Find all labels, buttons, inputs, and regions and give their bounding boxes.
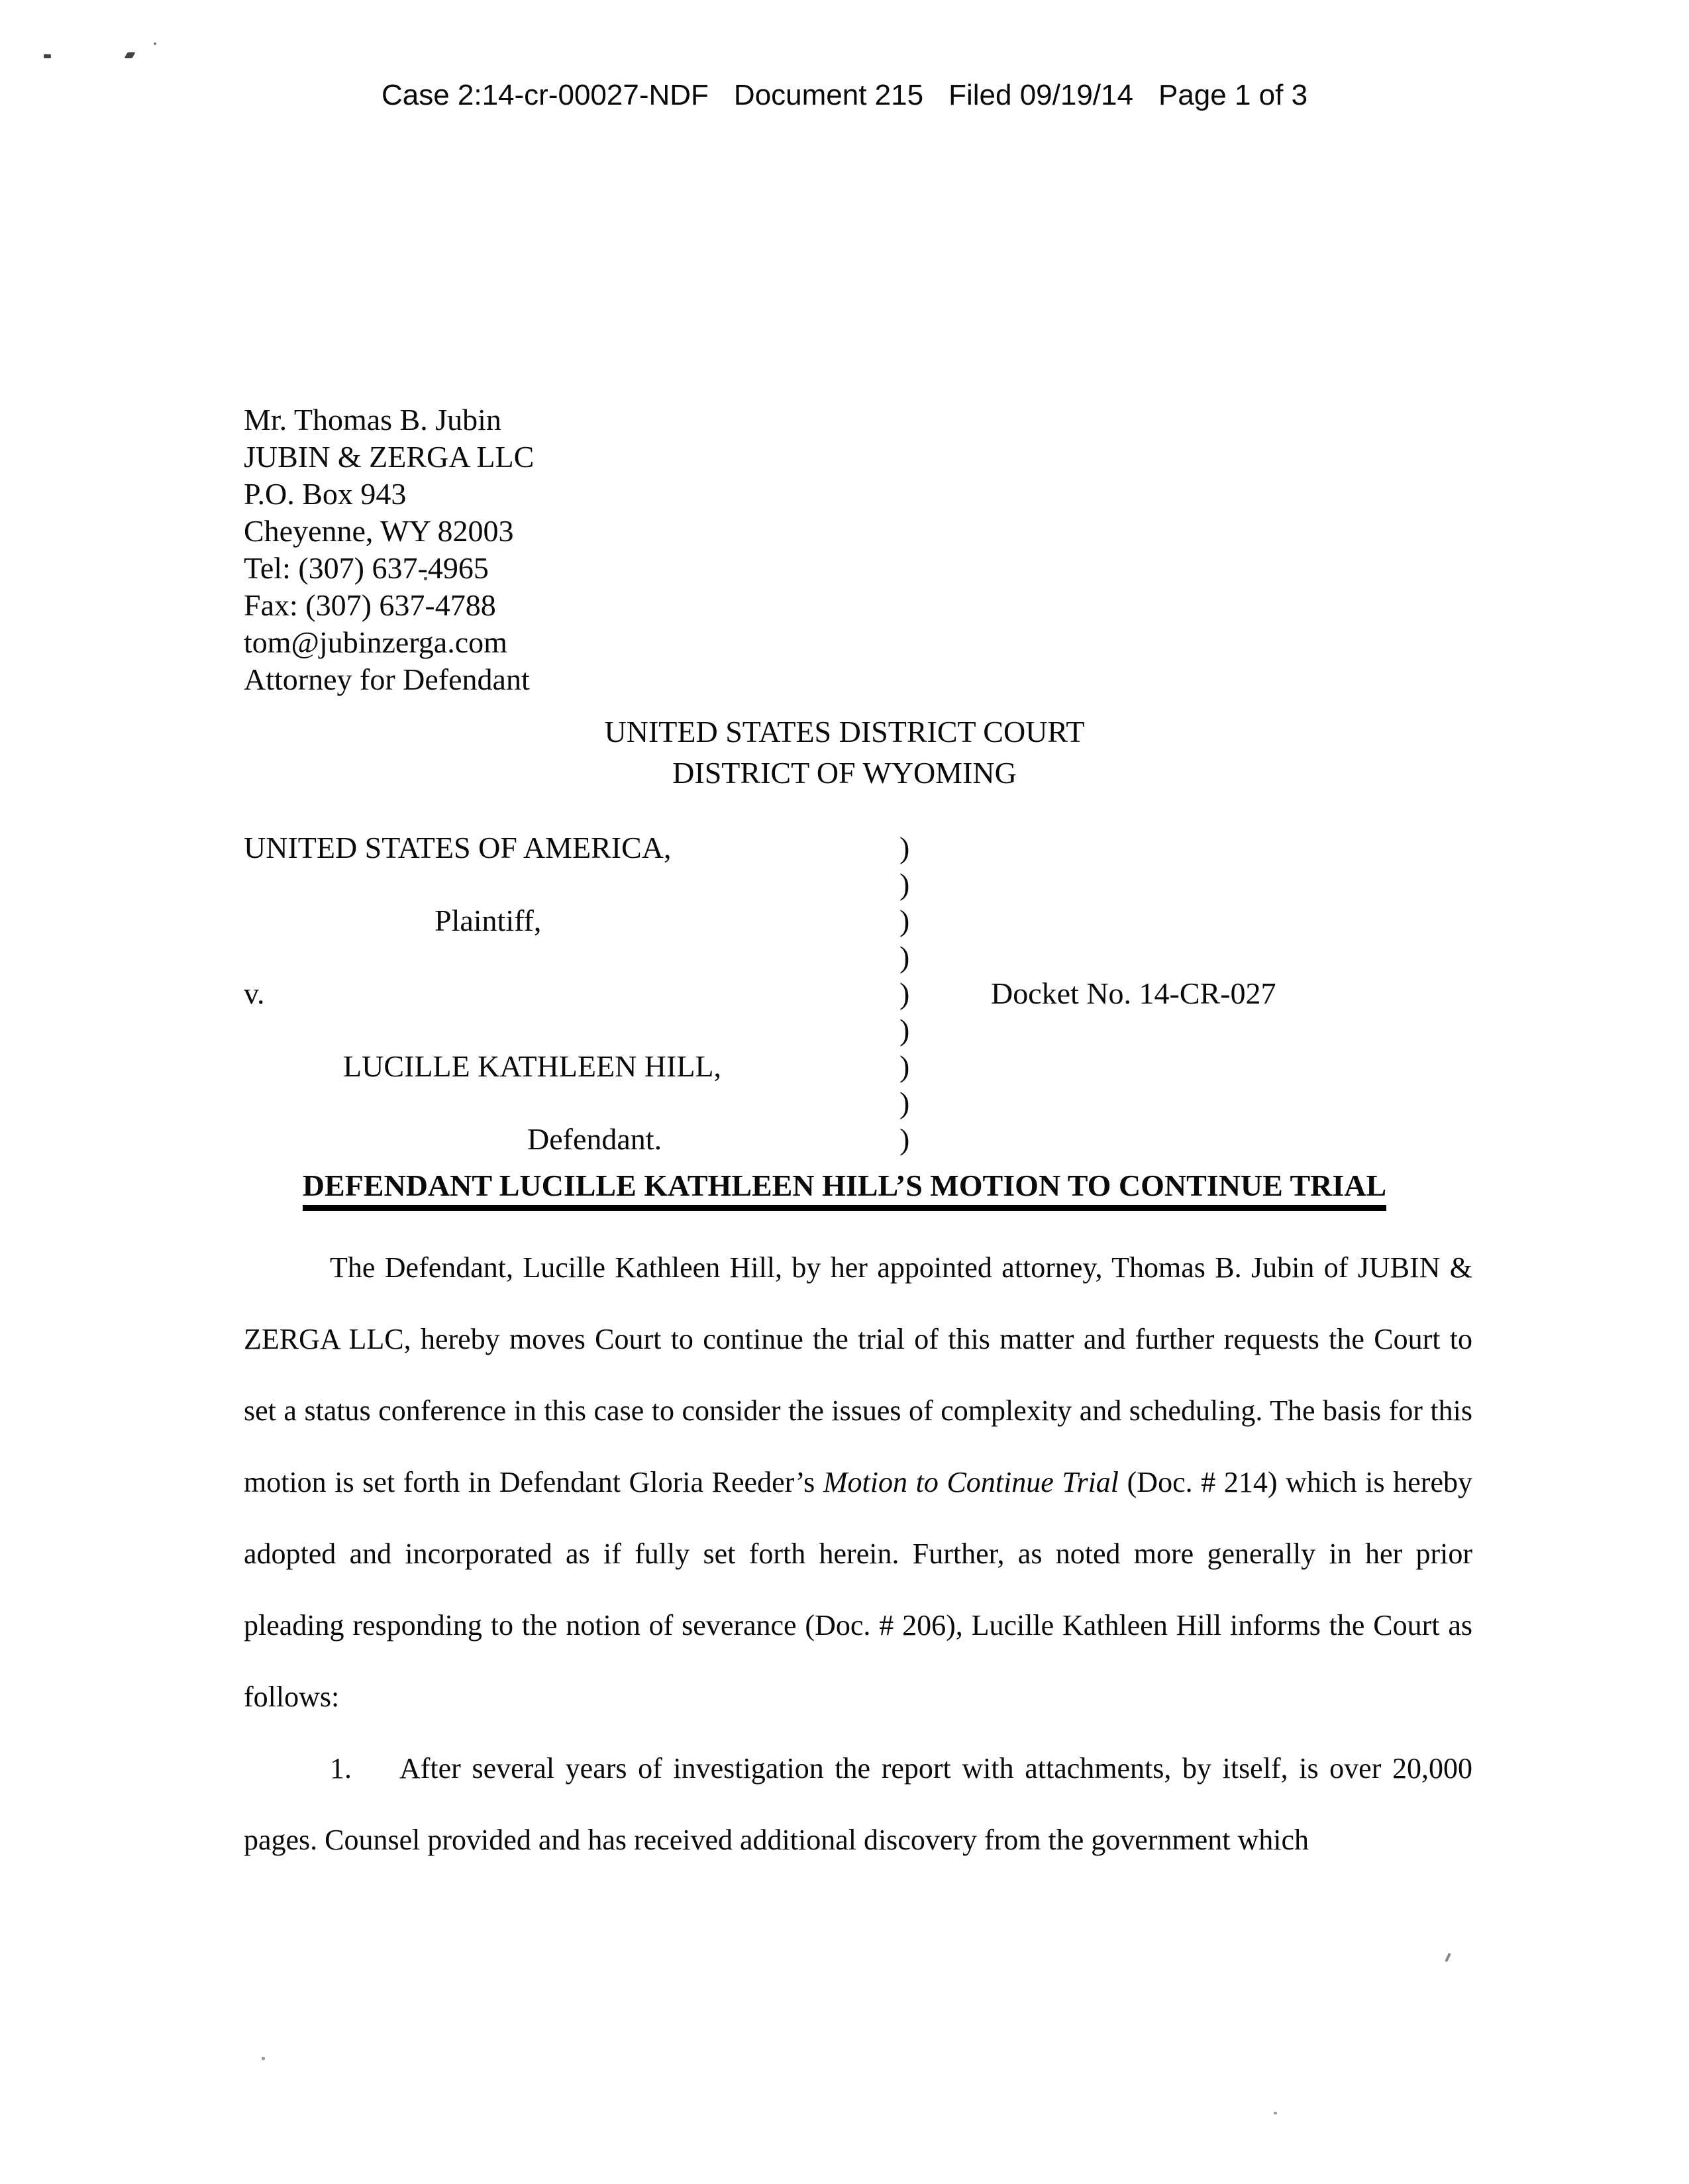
motion-title	[0, 1167, 1689, 1204]
scan-speck	[1445, 1953, 1451, 1962]
defendant-label: Defendant.	[527, 1122, 662, 1156]
attorney-email: tom@jubinzerga.com	[244, 625, 507, 659]
ecf-case-number: Case 2:14-cr-00027-NDF	[381, 79, 709, 111]
caption-row	[244, 1048, 1370, 1084]
attorney-name: Mr. Thomas B. Jubin	[244, 403, 501, 437]
motion-body	[244, 1232, 1472, 1876]
attorney-telephone: Tel: (307) 637-4965	[244, 551, 489, 585]
caption-paren: )	[899, 904, 910, 937]
versus-label: v.	[244, 976, 265, 1010]
caption-paren: )	[899, 831, 910, 864]
plaintiff-label: Plaintiff,	[435, 904, 542, 937]
attorney-city-state-zip: Cheyenne, WY 82003	[244, 514, 514, 548]
ecf-page-number: Page 1 of 3	[1158, 79, 1308, 111]
motion-title-text: DEFENDANT LUCILLE KATHLEEN HILL’S MOTION TO CONTINUE TRIAL	[303, 1169, 1386, 1211]
attorney-address-block	[244, 401, 534, 698]
paragraph-introduction-text: The Defendant, Lucille Kathleen Hill, by her appointed attorney, Thomas B. Jubin of JUBIN & ZERGA LLC, hereby moves Court to continue the trial of this matter and further requests the Court to set a status conference in this case to consider the issues of complexity and scheduling. The basis for this motion is set forth in Defendant Gloria Reeder’s	[244, 1251, 1472, 1498]
paragraph-1-text: After several years of investigation the report with attachments, by itself, is over 20,000 pages. Counsel provided and has received additional discovery from the government which	[244, 1752, 1472, 1856]
court-name: UNITED STATES DISTRICT COURT	[604, 715, 1085, 749]
caption-paren: )	[899, 1049, 910, 1083]
scan-speck	[1274, 2112, 1277, 2114]
caption-row	[244, 1012, 1370, 1048]
caption-paren: )	[899, 976, 910, 1010]
attorney-firm: JUBIN & ZERGA LLC	[244, 440, 535, 474]
caption-row	[244, 975, 1370, 1012]
caption-row	[244, 902, 1370, 939]
court-heading	[0, 711, 1689, 794]
attorney-role: Attorney for Defendant	[244, 662, 530, 696]
scan-speck	[44, 54, 51, 58]
docket-number: Docket No. 14-CR-027	[991, 976, 1276, 1010]
attorney-fax: Fax: (307) 637-4788	[244, 588, 496, 622]
case-caption	[244, 829, 1370, 1157]
scan-speck	[262, 2057, 265, 2060]
paragraph-introduction-continued: (Doc. # 214) which is hereby adopted and incorporated as if fully set forth herein. Further, as noted more generally in her prior pleading responding to the notion of severance (Doc. # 206), Lucille Kathleen Hill informs the Court as follows:	[244, 1466, 1472, 1713]
caption-row	[244, 1121, 1370, 1157]
caption-row	[244, 939, 1370, 975]
paragraph-1-number: 1.	[330, 1752, 352, 1785]
attorney-po-box: P.O. Box 943	[244, 477, 407, 511]
scan-speck	[124, 52, 135, 58]
caption-paren: )	[899, 1013, 910, 1047]
caption-paren: )	[899, 1122, 910, 1156]
court-district: DISTRICT OF WYOMING	[672, 756, 1017, 790]
cited-motion-title: Motion to Continue Trial	[823, 1466, 1119, 1498]
defendant-name: LUCILLE KATHLEEN HILL,	[343, 1049, 722, 1083]
caption-paren: )	[899, 867, 910, 901]
caption-row	[244, 866, 1370, 902]
caption-paren: )	[899, 1086, 910, 1119]
paragraph-1	[244, 1733, 1472, 1876]
ecf-filed-date: Filed 09/19/14	[948, 79, 1133, 111]
caption-row	[244, 829, 1370, 866]
caption-paren: )	[899, 940, 910, 974]
paragraph-introduction	[244, 1232, 1472, 1733]
ecf-stamp-header	[0, 78, 1689, 113]
scan-speck	[154, 42, 156, 45]
ecf-document-number: Document 215	[733, 79, 924, 111]
caption-row	[244, 1084, 1370, 1121]
plaintiff-name: UNITED STATES OF AMERICA,	[244, 831, 672, 864]
